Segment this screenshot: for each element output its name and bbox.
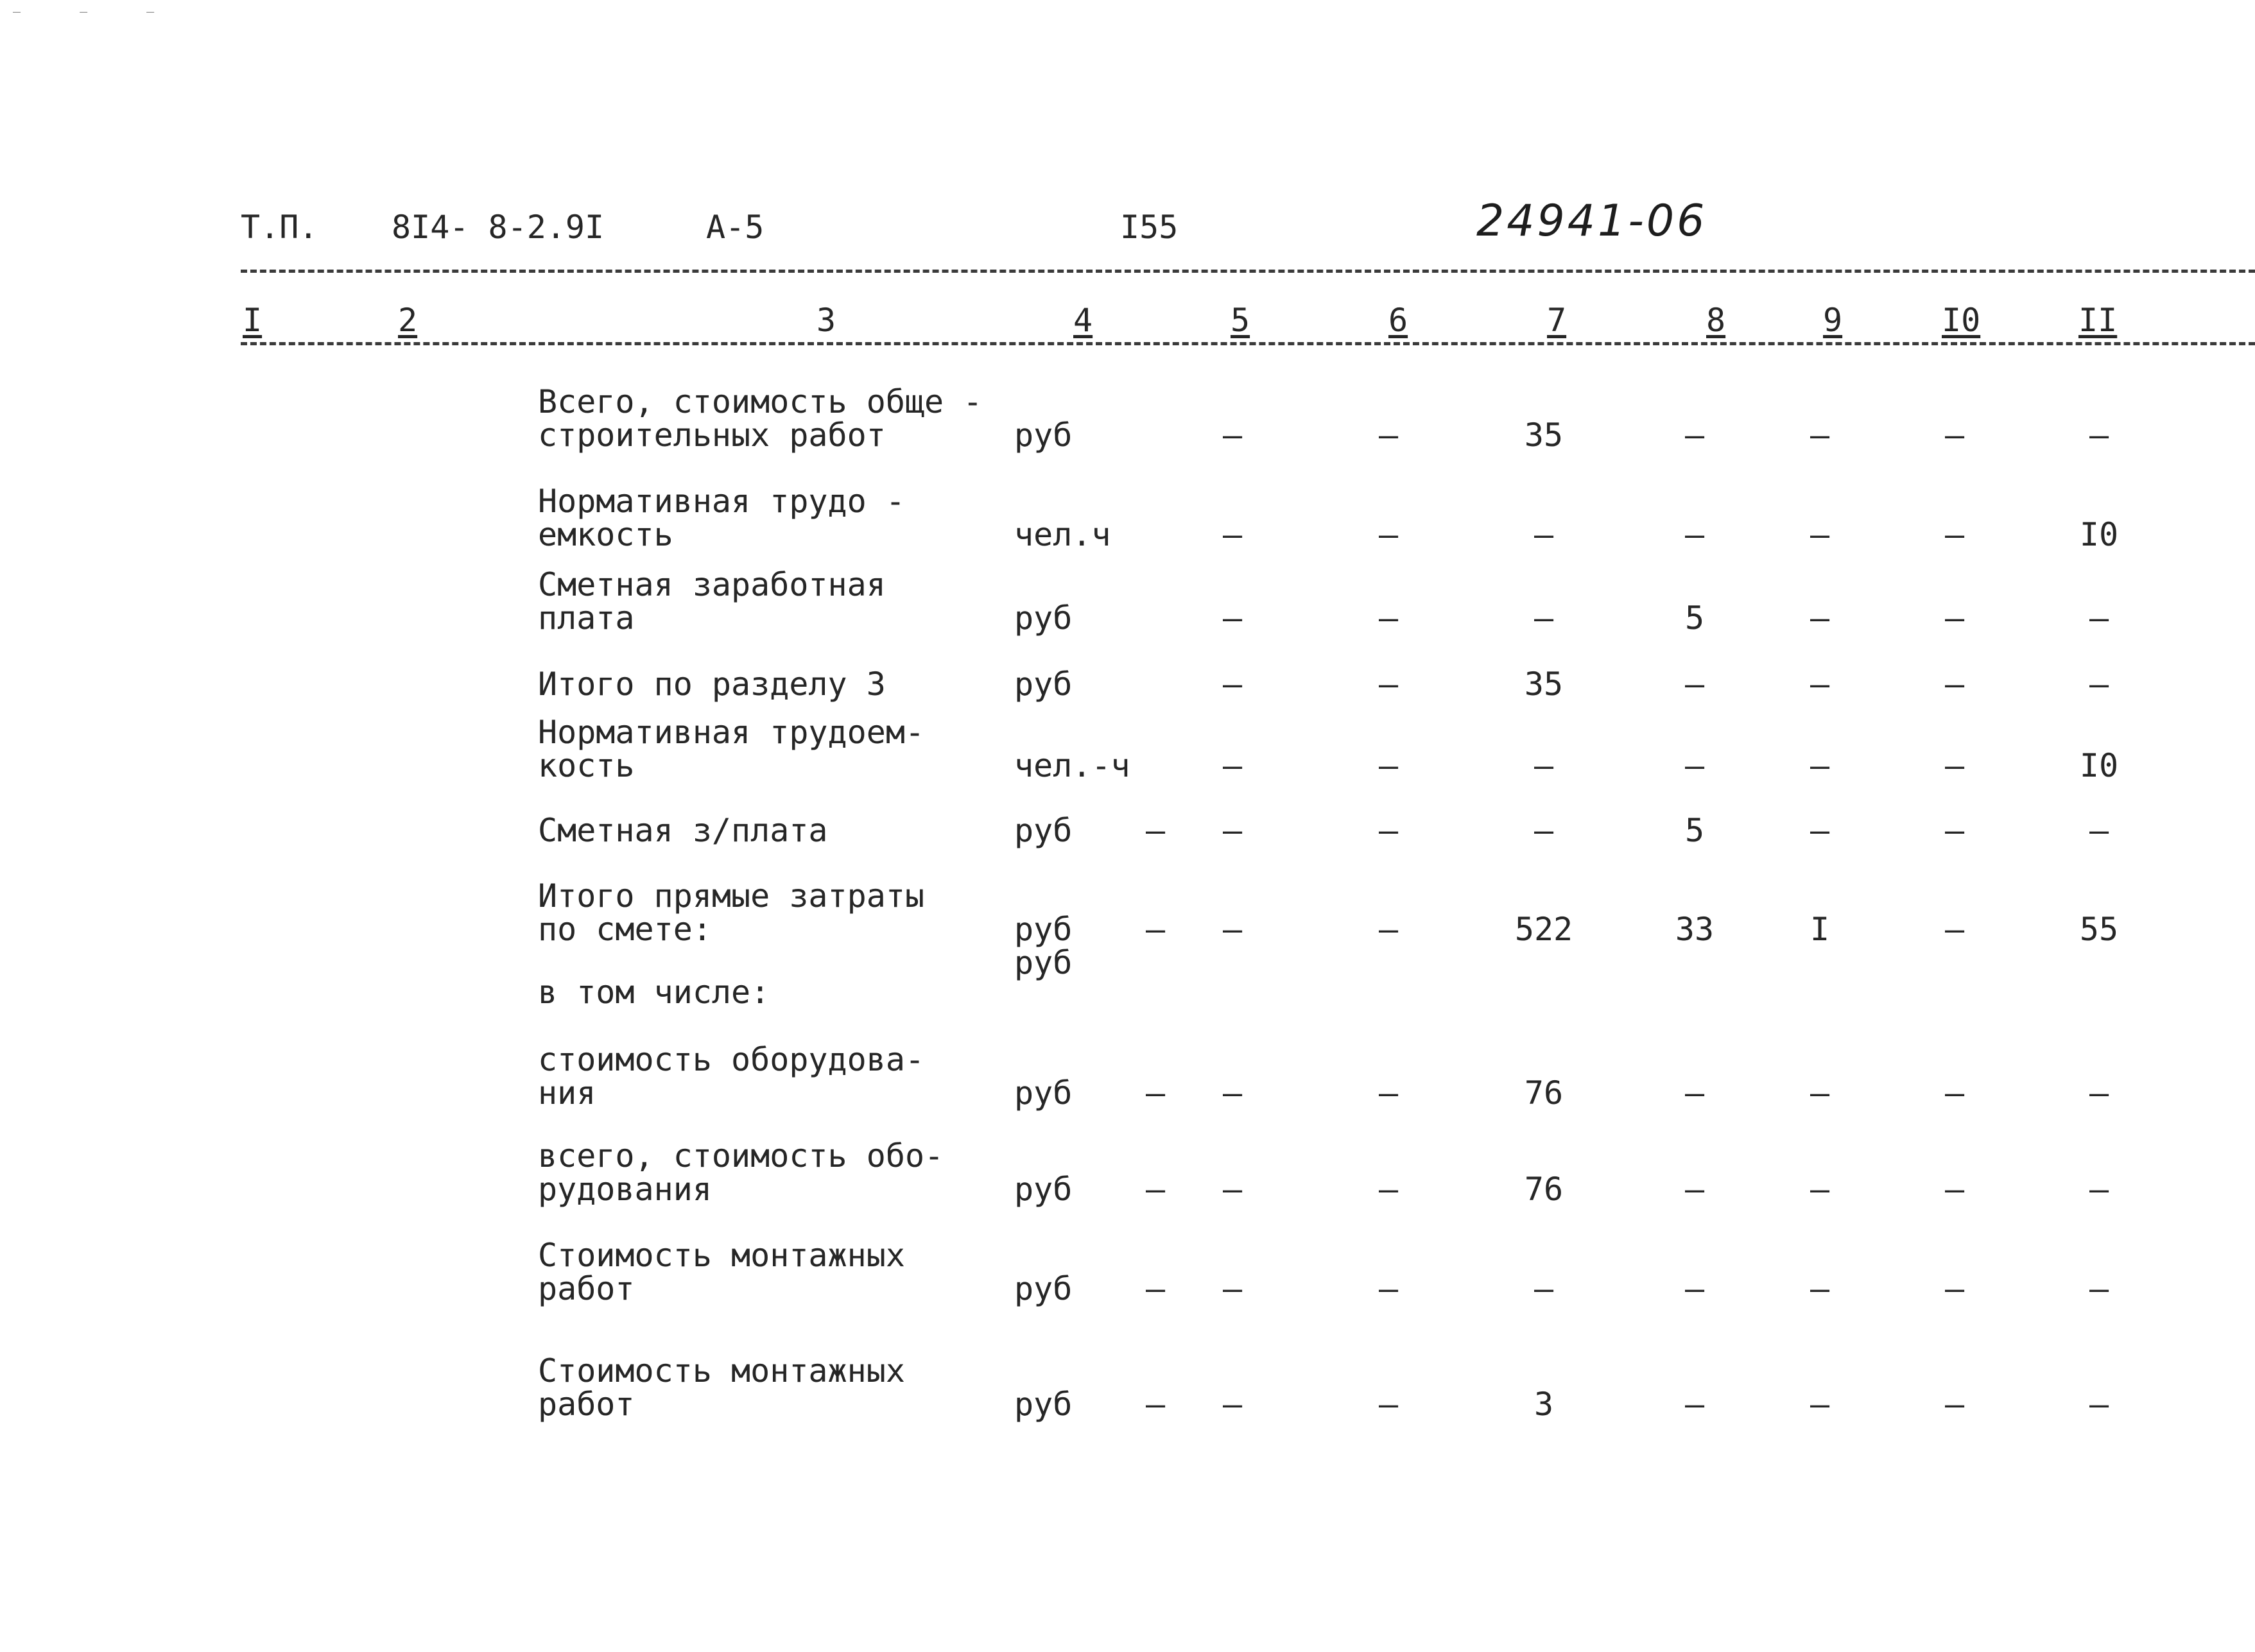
row-cell-column-6: –: [1378, 599, 1399, 637]
row-cell-column-4: –: [1145, 812, 1166, 849]
row-description-line: стоимость оборудова-: [538, 1041, 925, 1078]
row-description: [538, 667, 886, 701]
row-cell-column-7: –: [1534, 599, 1554, 637]
row-description-line: Нормативная трудоем-: [538, 714, 925, 751]
row-cell-column-9: I: [1810, 911, 1830, 948]
row-cell-column-10: –: [1944, 599, 1965, 637]
row-description-line: всего, стоимость обо-: [538, 1137, 944, 1174]
column-number-2: 2: [398, 302, 418, 339]
row-cell-column-5: –: [1222, 1270, 1243, 1307]
row-cell-column-5: –: [1222, 1171, 1243, 1208]
row-cell-column-6: –: [1378, 812, 1399, 849]
row-description-line: рудования: [538, 1171, 712, 1208]
row-description-line: работ: [538, 1386, 635, 1423]
column-number-1: I: [243, 302, 263, 339]
row-cell-column-7: –: [1534, 1270, 1554, 1307]
row-cell-column-10: –: [1944, 747, 1965, 784]
row-cell-column-6: –: [1378, 747, 1399, 784]
row-cell-column-5: –: [1222, 1386, 1243, 1423]
row-cell-column-8: 5: [1684, 599, 1705, 637]
row-cell-column-10: –: [1944, 417, 1965, 454]
row-description: [538, 1043, 924, 1110]
row-cell-column-10: –: [1944, 812, 1965, 849]
row-cell-column-5: –: [1222, 417, 1243, 454]
handwritten-stamp: 24941-06: [1476, 196, 1707, 246]
row-cell-column-9: –: [1810, 516, 1830, 553]
row-cell-column-5: –: [1222, 666, 1243, 703]
row-cell-column-6: –: [1378, 666, 1399, 703]
header-dashed-rule: [241, 270, 2255, 273]
row-cell-column-6: –: [1378, 417, 1399, 454]
row-cell-column-5: –: [1222, 812, 1243, 849]
row-cell-column-5: –: [1222, 911, 1243, 948]
row-cell-column-6: –: [1378, 1270, 1399, 1307]
row-description: [538, 1354, 905, 1421]
row-cell-column-8: 33: [1675, 911, 1715, 948]
row-cell-column-4: –: [1145, 1171, 1166, 1208]
row-cell-column-9: –: [1810, 1171, 1830, 1208]
row-description: [538, 385, 982, 452]
row-unit: руб: [1014, 666, 1073, 703]
row-cell-column-6: –: [1378, 1171, 1399, 1208]
row-unit: руб: [1014, 1074, 1073, 1112]
row-cell-column-4: –: [1145, 1074, 1166, 1112]
row-cell-column-10: –: [1944, 1386, 1965, 1423]
row-unit: руб: [1014, 599, 1073, 637]
row-description-line: Стоимость монтажных: [538, 1352, 905, 1390]
row-cell-column-9: –: [1810, 1270, 1830, 1307]
row-description: [538, 716, 924, 782]
row-unit: руб: [1014, 911, 1073, 948]
row-cell-column-7: 76: [1524, 1171, 1564, 1208]
row-description-line: емкость: [538, 516, 673, 553]
project-code: 8I4- 8-2.9I: [392, 209, 605, 246]
scan-corner-marks: – – –: [13, 4, 180, 19]
column-number-11: II: [2078, 302, 2118, 339]
row-description-line: ния: [538, 1074, 596, 1112]
row-cell-column-5: –: [1222, 599, 1243, 637]
row-cell-column-8: –: [1684, 1171, 1705, 1208]
column-number-4: 4: [1073, 302, 1093, 339]
row-cell-column-5: –: [1222, 747, 1243, 784]
row-cell-column-9: –: [1810, 812, 1830, 849]
row-cell-column-11: –: [2089, 417, 2109, 454]
row-cell-column-11: –: [2089, 812, 2109, 849]
row-description: [538, 814, 828, 847]
row-cell-column-11: 55: [2079, 911, 2119, 948]
row-cell-column-8: –: [1684, 1386, 1705, 1423]
row-cell-column-11: I0: [2079, 747, 2119, 784]
column-number-8: 8: [1706, 302, 1726, 339]
row-cell-column-7: –: [1534, 812, 1554, 849]
row-cell-column-6: –: [1378, 1386, 1399, 1423]
row-cell-column-11: –: [2089, 1074, 2109, 1112]
row-description-line: Итого по разделу 3: [538, 666, 886, 703]
row-cell-column-9: –: [1810, 417, 1830, 454]
row-cell-column-11: –: [2089, 666, 2109, 703]
row-description-line: кость: [538, 747, 635, 784]
page-number: I55: [1120, 209, 1179, 246]
row-cell-column-7: 3: [1534, 1386, 1554, 1423]
row-cell-column-7: –: [1534, 747, 1554, 784]
column-dashed-rule: [241, 342, 2255, 345]
row-cell-column-9: –: [1810, 747, 1830, 784]
row-cell-column-8: –: [1684, 666, 1705, 703]
row-cell-column-11: –: [2089, 599, 2109, 637]
row-cell-column-7: –: [1534, 516, 1554, 553]
row-cell-column-7: 35: [1524, 417, 1564, 454]
row-cell-column-9: –: [1810, 1386, 1830, 1423]
row-cell-column-10: –: [1944, 1074, 1965, 1112]
row-cell-column-8: –: [1684, 747, 1705, 784]
row-cell-column-5: –: [1222, 1074, 1243, 1112]
row-cell-column-8: –: [1684, 417, 1705, 454]
row-cell-column-8: –: [1684, 516, 1705, 553]
row-cell-column-6: –: [1378, 516, 1399, 553]
row-description: [538, 485, 905, 551]
column-number-3: 3: [816, 302, 836, 339]
row-description: [538, 1239, 905, 1305]
row-cell-column-11: I0: [2079, 516, 2119, 553]
row-description-line: Сметная заработная: [538, 566, 886, 603]
row-cell-column-6: –: [1378, 911, 1399, 948]
row-cell-column-7: 522: [1514, 911, 1573, 948]
row-cell-column-11: –: [2089, 1270, 2109, 1307]
row-description-line: по смете:: [538, 911, 712, 948]
row-cell-column-8: –: [1684, 1074, 1705, 1112]
row-unit: руб: [1014, 1386, 1073, 1423]
row-cell-column-11: –: [2089, 1171, 2109, 1208]
row-unit-secondary: руб: [1014, 944, 1073, 981]
row-cell-column-9: –: [1810, 666, 1830, 703]
row-cell-column-8: 5: [1684, 812, 1705, 849]
row-cell-column-4: –: [1145, 1386, 1166, 1423]
row-unit: руб: [1014, 1270, 1073, 1307]
row-description: [538, 568, 886, 635]
row-description-line: Сметная з/плата: [538, 812, 828, 849]
row-description-line: плата: [538, 599, 635, 637]
row-cell-column-4: –: [1145, 1270, 1166, 1307]
row-description-line: Нормативная трудо -: [538, 483, 905, 520]
row-cell-column-11: –: [2089, 1386, 2109, 1423]
row-description-line: Итого прямые затраты: [538, 877, 925, 915]
row-description-line: Всего, стоимость обще -: [538, 383, 983, 420]
row-cell-column-8: –: [1684, 1270, 1705, 1307]
row-unit: руб: [1014, 417, 1073, 454]
row-unit: чел.-ч: [1014, 747, 1130, 784]
row-unit: руб: [1014, 812, 1073, 849]
row-description-line: Стоимость монтажных: [538, 1237, 905, 1274]
row-cell-column-10: –: [1944, 516, 1965, 553]
row-description: [538, 1139, 944, 1206]
tp-label: Т.П.: [241, 209, 318, 246]
row-cell-column-10: –: [1944, 1270, 1965, 1307]
column-number-6: 6: [1388, 302, 1408, 339]
column-number-10: I0: [1942, 302, 1981, 339]
row-unit: чел.ч: [1014, 516, 1111, 553]
row-cell-column-10: –: [1944, 666, 1965, 703]
row-cell-column-9: –: [1810, 599, 1830, 637]
row-description: [538, 976, 770, 1009]
row-cell-column-10: –: [1944, 911, 1965, 948]
row-cell-column-6: –: [1378, 1074, 1399, 1112]
column-number-5: 5: [1231, 302, 1250, 339]
column-number-7: 7: [1547, 302, 1567, 339]
album-code: А-5: [706, 209, 765, 246]
row-cell-column-7: 76: [1524, 1074, 1564, 1112]
row-cell-column-7: 35: [1524, 666, 1564, 703]
row-description-line: работ: [538, 1270, 635, 1307]
row-cell-column-9: –: [1810, 1074, 1830, 1112]
row-description: [538, 879, 924, 946]
row-description-line: в том числе:: [538, 974, 770, 1011]
row-unit: руб: [1014, 1171, 1073, 1208]
column-number-9: 9: [1823, 302, 1843, 339]
row-description-line: строительных работ: [538, 417, 886, 454]
row-cell-column-10: –: [1944, 1171, 1965, 1208]
row-cell-column-4: –: [1145, 911, 1166, 948]
row-cell-column-5: –: [1222, 516, 1243, 553]
